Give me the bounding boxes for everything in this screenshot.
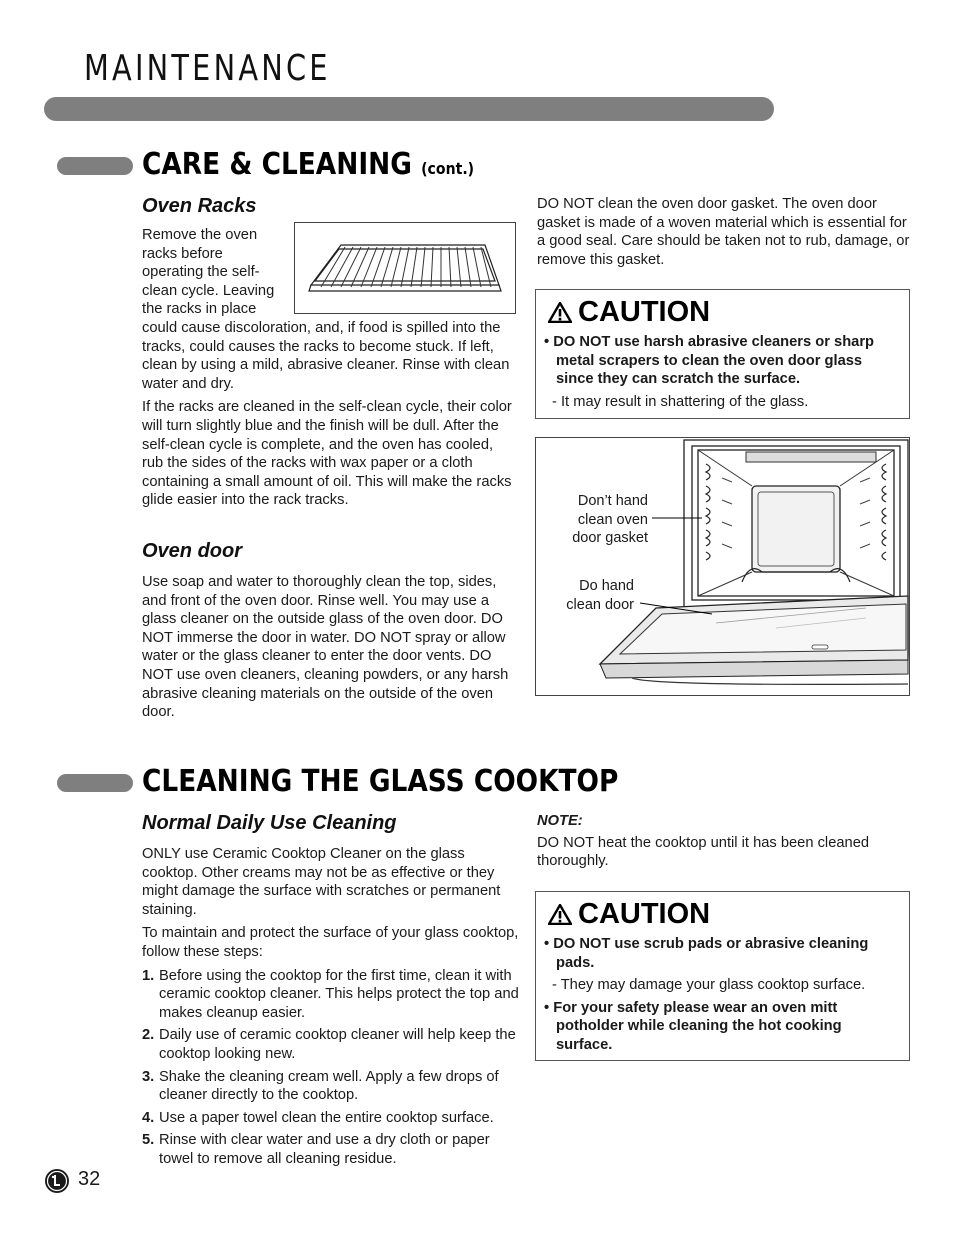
list-item bbox=[142, 1068, 520, 1105]
header-bar bbox=[44, 97, 774, 121]
list-item bbox=[142, 1109, 520, 1128]
section-pill bbox=[57, 774, 133, 792]
oven-racks-para1-wrapped bbox=[142, 226, 292, 319]
text-line: clean door bbox=[566, 596, 634, 613]
caution-list bbox=[544, 935, 899, 1055]
caution-sub: - It may result in shattering of the glass. bbox=[552, 393, 809, 410]
step-text: Use a paper towel clean the entire cooktop surface. bbox=[159, 1109, 494, 1126]
text-line: clean cycle. Leaving bbox=[142, 282, 275, 299]
caution-header bbox=[548, 296, 899, 329]
step-text: Before using the cooktop for the first time, clean it with ceramic cooktop cleaner. This helps protect the top and makes cleanup easier. bbox=[159, 967, 519, 1021]
oven-door-para: Use soap and water to thoroughly clean the top, sides, and front of the oven door. Rinse well. You may use a glass cleaner on the outside glass of the oven door. DO NOT immerse the door in water. DO NOT spray or allow water or the glass cleaner to enter the door vents. DO NOT use oven cleaners, cleaning powders, or any harsh abrasive cleaning materials on the outside of the oven door. bbox=[142, 574, 509, 721]
step-number: 3. bbox=[142, 1068, 155, 1085]
normal-cleaning-heading: Normal Daily Use Cleaning bbox=[142, 812, 397, 834]
caution-sub: - They may damage your glass cooktop surface. bbox=[552, 977, 866, 994]
text-line: Remove the oven bbox=[142, 227, 258, 243]
step-text: Shake the cleaning cream well. Apply a few drops of cleaner directly to the cooktop. bbox=[159, 1068, 499, 1104]
caution-list bbox=[544, 333, 899, 411]
note-block bbox=[537, 812, 913, 876]
list-item bbox=[142, 967, 520, 1023]
text-line: Don’t hand bbox=[577, 493, 648, 509]
callout-gasket bbox=[556, 492, 648, 548]
caution-header bbox=[548, 898, 899, 931]
page-header-title: MAINTENANCE bbox=[84, 48, 331, 89]
section-pill bbox=[57, 157, 133, 175]
oven-interior-figure bbox=[535, 437, 910, 696]
text-line: door gasket bbox=[572, 530, 648, 547]
normal-para2: To maintain and protect the surface of your glass cooktop, follow these steps: bbox=[142, 925, 519, 960]
text-line: Do hand bbox=[579, 578, 634, 594]
caution-bullet: • DO NOT use scrub pads or abrasive cleaning pads. bbox=[544, 936, 869, 971]
oven-interior-drawing bbox=[536, 438, 909, 695]
cooktop-section-title: CLEANING THE GLASS COOKTOP bbox=[142, 764, 619, 799]
list-item bbox=[142, 1026, 520, 1063]
note-text: DO NOT heat the cooktop until it has been cleaned thoroughly. bbox=[537, 834, 870, 870]
text-line: operating the self- bbox=[142, 264, 260, 281]
text-line: racks before bbox=[142, 245, 223, 262]
step-number: 1. bbox=[142, 967, 155, 984]
oven-door-section bbox=[142, 540, 517, 727]
lg-logo-icon bbox=[44, 1168, 70, 1199]
oven-racks-para2: If the racks are cleaned in the self-clean cycle, their color will turn slightly blue and the finish will be dull. After the self-clean cycle is complete, and the oven has cooled, rub the sides of the racks with wax paper or a cloth containing a small amount of oil. This will make the racks glide easier into the rack tracks. bbox=[142, 399, 512, 509]
page-number: 32 bbox=[78, 1168, 101, 1190]
normal-cleaning-body bbox=[142, 845, 520, 1169]
step-number: 5. bbox=[142, 1132, 155, 1149]
caution-bullet: • For your safety please wear an oven mitt potholder while cleaning the hot cooking surface. bbox=[544, 999, 842, 1053]
warning-triangle-icon bbox=[548, 302, 572, 323]
care-section-title bbox=[142, 147, 474, 182]
text-line: the racks in place bbox=[142, 301, 257, 318]
caution-label: CAUTION bbox=[578, 898, 711, 930]
warning-triangle-icon bbox=[548, 904, 572, 925]
callout-door bbox=[546, 577, 634, 614]
oven-door-heading: Oven door bbox=[142, 540, 243, 562]
step-number: 2. bbox=[142, 1027, 155, 1044]
text-line: clean oven bbox=[577, 511, 648, 528]
normal-para1: ONLY use Ceramic Cooktop Cleaner on the glass cooktop. Other creams may not be as effective or they might damage the surface with scratches or permanent staining. bbox=[142, 846, 501, 918]
care-title-text: CARE & CLEANING bbox=[142, 147, 412, 182]
cleaning-steps-list bbox=[142, 967, 520, 1169]
step-number: 4. bbox=[142, 1109, 155, 1126]
step-text: Daily use of ceramic cooktop cleaner will help keep the cooktop looking new. bbox=[159, 1027, 516, 1062]
oven-rack-drawing bbox=[295, 223, 515, 313]
oven-racks-heading: Oven Racks bbox=[142, 195, 257, 217]
step-text: Rinse with clear water and use a dry cloth or paper towel to remove all cleaning residue. bbox=[159, 1132, 490, 1167]
oven-door-body bbox=[142, 573, 517, 722]
care-title-suffix: (cont.) bbox=[421, 159, 475, 178]
caution-bullet: • DO NOT use harsh abrasive cleaners or sharp metal scrapers to clean the oven door glass since they can scratch the surface. bbox=[544, 334, 875, 388]
oven-rack-illustration bbox=[294, 222, 516, 314]
caution-label: CAUTION bbox=[578, 296, 711, 328]
gasket-note bbox=[537, 195, 913, 274]
normal-cleaning-section bbox=[142, 812, 520, 1173]
note-label: NOTE: bbox=[537, 813, 583, 829]
list-item bbox=[142, 1131, 520, 1168]
caution-box-oven-glass bbox=[535, 289, 910, 419]
oven-racks-para1-rest: could cause discoloration, and, if food is spilled into the tracks, could causes the racks to become stuck. If left, clean by using a mild, abrasive cleaner. Rinse with clean water and dry. bbox=[142, 319, 510, 392]
caution-box-cooktop bbox=[535, 891, 910, 1061]
gasket-note-text: DO NOT clean the oven door gasket. The oven door gasket is made of a woven material which is essential for a good seal. Care should be taken not to rub, damage, or remove this gasket. bbox=[537, 196, 910, 268]
